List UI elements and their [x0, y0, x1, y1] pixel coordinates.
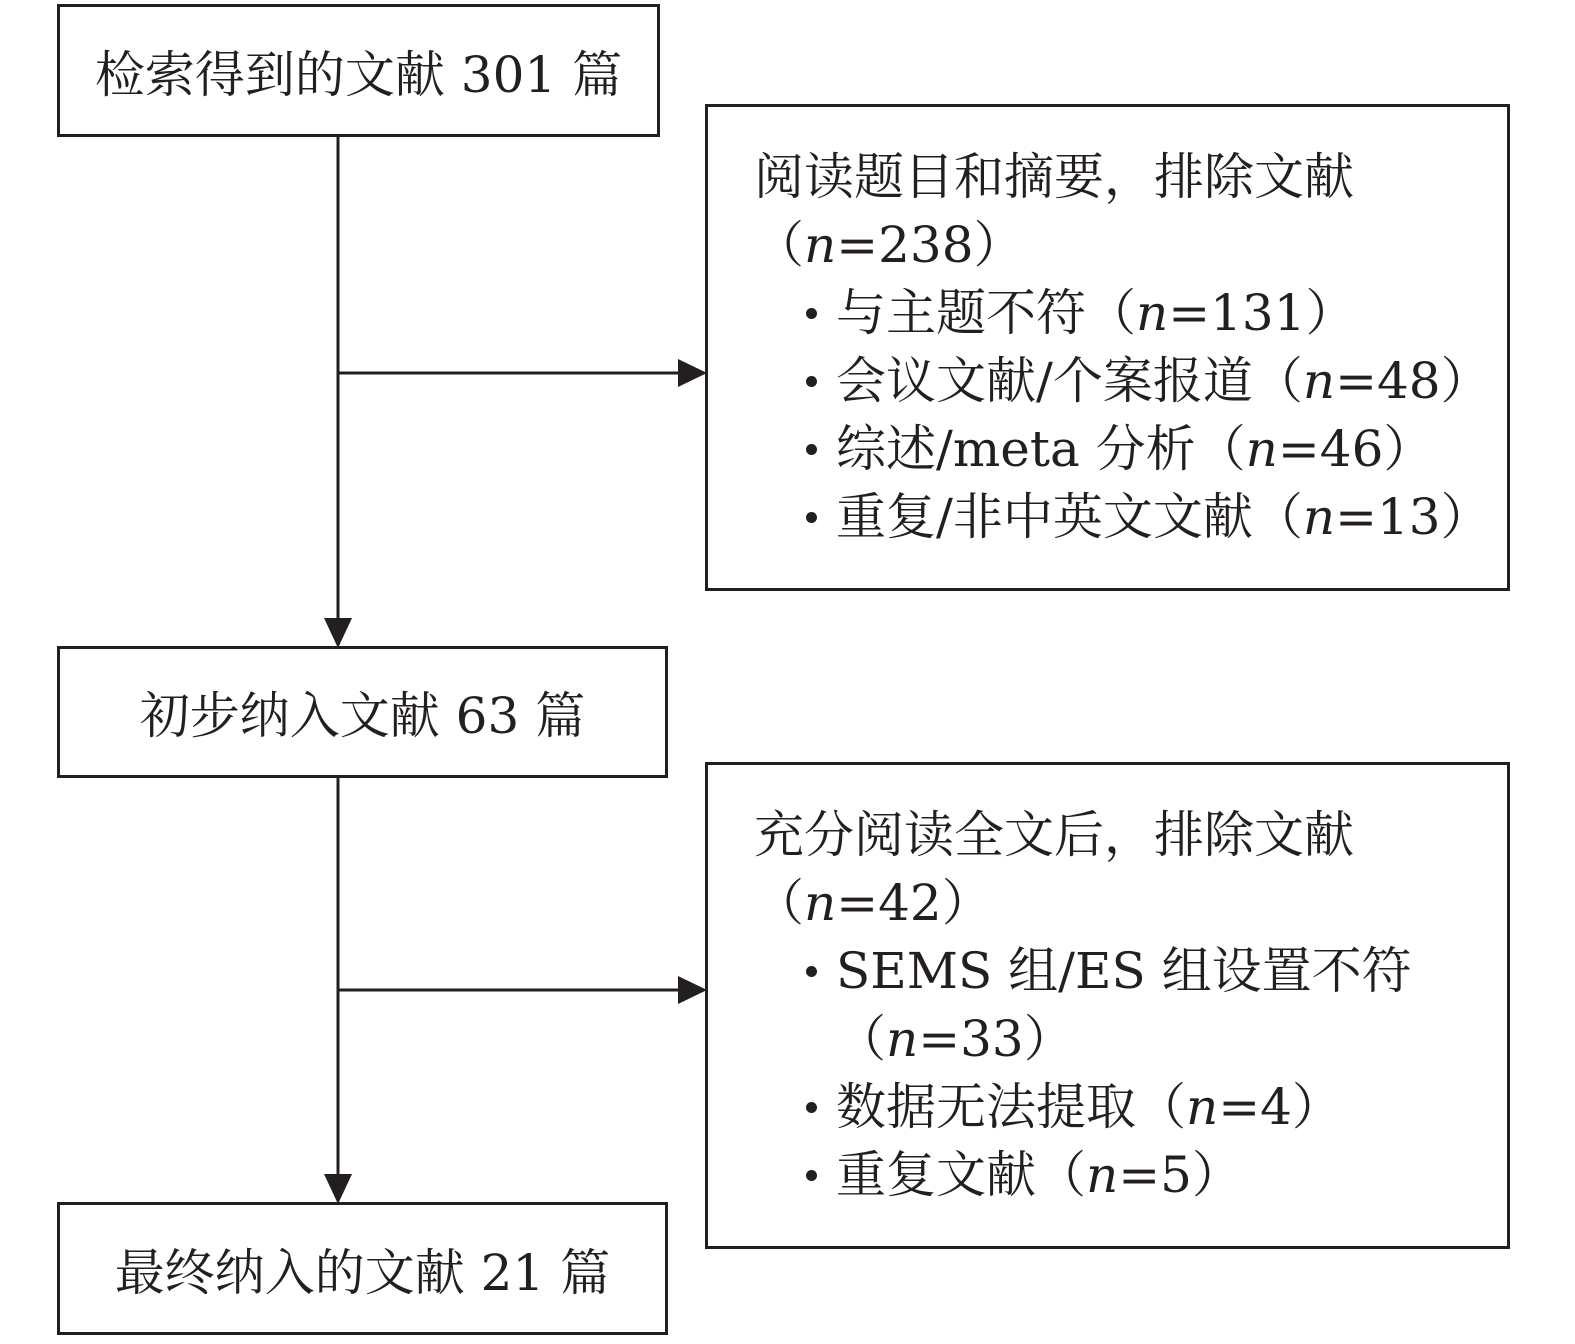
exclusion-reason: 会议文献/个案报道（n=48） — [754, 347, 1507, 415]
exclusion-reason: 重复/非中英文文献（n=13） — [754, 483, 1507, 551]
arrowhead-right-1 — [678, 359, 707, 387]
exclusion-reason: 重复文献（n=5） — [754, 1141, 1507, 1209]
exclusion-reason: 数据无法提取（n=4） — [754, 1073, 1507, 1141]
bullet-icon — [806, 444, 817, 455]
bullet-icon — [806, 512, 817, 523]
exclusion-reason: 综述/meta 分析（n=46） — [754, 415, 1507, 483]
arrowhead-right-2 — [678, 976, 707, 1004]
records-included-final-box — [57, 1202, 668, 1335]
exclusion-heading: 阅读题目和摘要，排除文献 — [754, 148, 1354, 206]
records-included-final-label: 最终纳入的文献 21 篇 — [114, 1243, 611, 1302]
exclusion-box-screening — [705, 104, 1510, 591]
bullet-icon — [806, 308, 817, 319]
records-identified-label: 检索得到的文献 301 篇 — [94, 45, 623, 104]
exclusion-total: （n=238） — [754, 216, 1024, 274]
records-included-initial-label: 初步纳入文献 63 篇 — [139, 687, 586, 745]
bullet-icon — [806, 1102, 817, 1113]
exclusion-box-fulltext — [705, 762, 1510, 1249]
records-identified-box — [57, 4, 660, 137]
exclusion-reason: SEMS 组/ES 组设置不符 — [754, 937, 1507, 1005]
arrowhead-down-1 — [324, 618, 352, 648]
bullet-icon — [806, 376, 817, 387]
exclusion-heading: 充分阅读全文后，排除文献 — [754, 806, 1354, 864]
arrowhead-down-2 — [324, 1174, 352, 1204]
exclusion-reason: 与主题不符（n=131） — [754, 279, 1507, 347]
exclusion-reason-continued: （n=33） — [836, 1010, 1074, 1068]
bullet-icon — [806, 966, 817, 977]
bullet-icon — [806, 1170, 817, 1181]
records-included-initial-box — [57, 646, 668, 778]
exclusion-total: （n=42） — [754, 874, 992, 932]
